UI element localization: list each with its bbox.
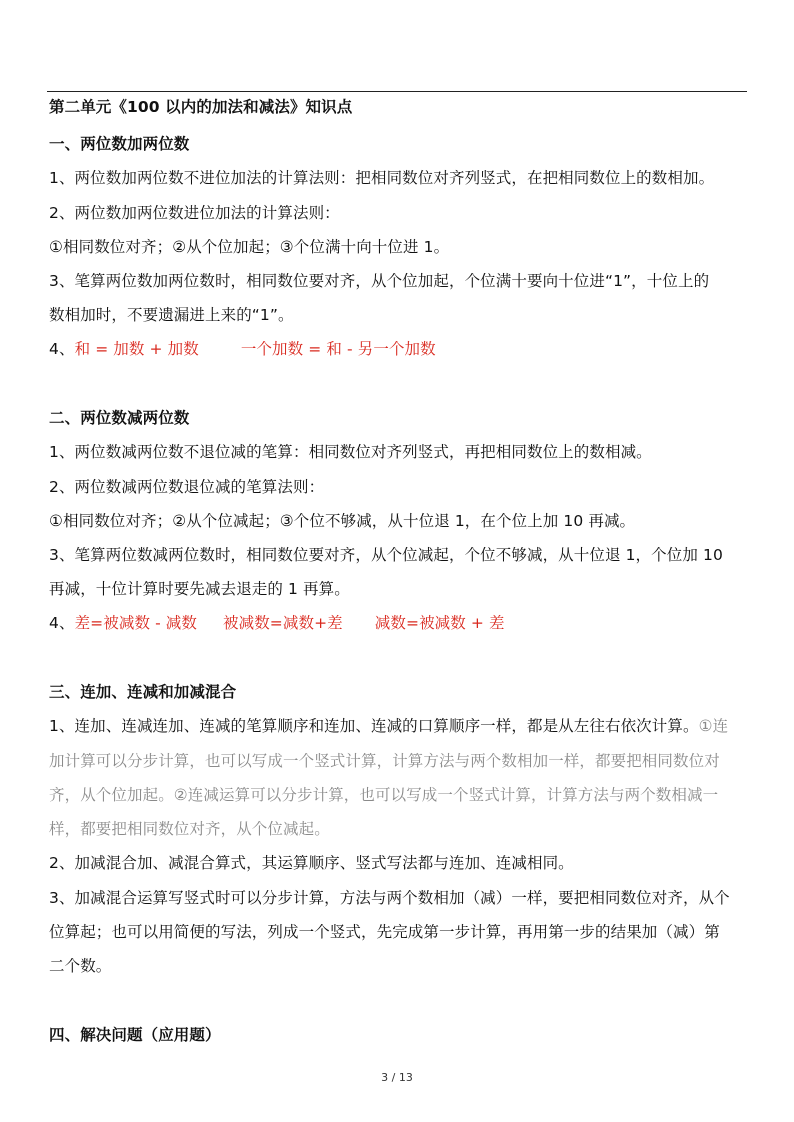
s3-paragraph-3b: 位算起；也可以用简便的写法，列成一个竖式，先完成第一步计算，再用第一步的结果加（减）第 <box>49 923 720 941</box>
s3-paragraph-1a-note: ①连 <box>698 717 729 735</box>
s1-formula-number: 4、 <box>49 340 75 358</box>
s3-paragraph-3a: 3、加减混合运算写竖式时可以分步计算，方法与两个数相加（减）一样，要把相同数位对齐，从个 <box>49 889 730 907</box>
page-title: 第二单元《100 以内的加法和减法》知识点 <box>49 98 353 116</box>
page-number: 3 / 13 <box>381 1071 413 1084</box>
s1-paragraph-4b: 数相加时，不要遗漏进上来的“1”。 <box>49 306 294 324</box>
section-1-heading: 一、两位数加两位数 <box>49 135 190 153</box>
s3-paragraph-1d: 样，都要把相同数位对齐，从个位减起。 <box>49 820 330 838</box>
s2-formula-number: 4、 <box>49 614 75 632</box>
s2-formula-3: 减数=被减数 + 差 <box>374 614 505 632</box>
s2-paragraph-1: 1、两位数减两位数不退位减的笔算：相同数位对齐列竖式，再把相同数位上的数相减。 <box>49 443 652 461</box>
s2-formula-1: 差=被减数 - 减数 <box>74 614 197 632</box>
header-rule <box>47 91 747 92</box>
section-4-heading: 四、解决问题（应用题） <box>49 1026 221 1044</box>
s3-paragraph-1a-main: 1、连加、连减连加、连减的笔算顺序和连加、连减的口算顺序一样，都是从左往右依次计算。 <box>49 717 699 735</box>
s3-paragraph-1b: 加计算可以分步计算，也可以写成一个竖式计算，计算方法与两个数相加一样，都要把相同数位对 <box>49 752 720 770</box>
s1-paragraph-4a: 3、笔算两位数加两位数时，相同数位要对齐，从个位加起，个位满十要向十位进“1”，十位上的 <box>49 272 710 290</box>
s1-formula-2: 一个加数 = 和 - 另一个加数 <box>240 340 436 358</box>
s2-paragraph-4b: 再减，十位计算时要先减去退走的 1 再算。 <box>49 580 350 598</box>
s2-paragraph-2: 2、两位数减两位数退位减的笔算法则： <box>49 478 325 496</box>
s1-paragraph-1: 1、两位数加两位数不进位加法的计算法则：把相同数位对齐列竖式，在把相同数位上的数相加。 <box>49 169 715 187</box>
s3-paragraph-1a <box>49 716 749 736</box>
s3-paragraph-1c: 齐，从个位加起。②连减运算可以分步计算，也可以写成一个竖式计算，计算方法与两个数相减一 <box>49 786 719 804</box>
s2-formula-line <box>49 613 749 633</box>
s3-paragraph-3c: 二个数。 <box>49 957 112 975</box>
s2-paragraph-4a: 3、笔算两位数减两位数时，相同数位要对齐，从个位减起，个位不够减，从十位退 1，个位加 10 <box>49 546 723 564</box>
s1-paragraph-2: 2、两位数加两位数进位加法的计算法则： <box>49 204 340 222</box>
s2-paragraph-3: ①相同数位对齐；②从个位减起；③个位不够减，从十位退 1，在个位上加 10 再减。 <box>49 512 636 530</box>
s1-paragraph-3: ①相同数位对齐；②从个位加起；③个位满十向十位进 1。 <box>49 238 450 256</box>
section-3-heading: 三、连加、连减和加减混合 <box>49 683 237 701</box>
section-2-heading: 二、两位数减两位数 <box>49 409 190 427</box>
s1-formula-line <box>49 339 749 359</box>
s3-paragraph-2: 2、加减混合加、减混合算式，其运算顺序、竖式写法都与连加、连减相同。 <box>49 854 574 872</box>
s1-formula-1: 和 = 加数 + 加数 <box>74 340 199 358</box>
s2-formula-2: 被减数=减数+差 <box>223 614 343 632</box>
